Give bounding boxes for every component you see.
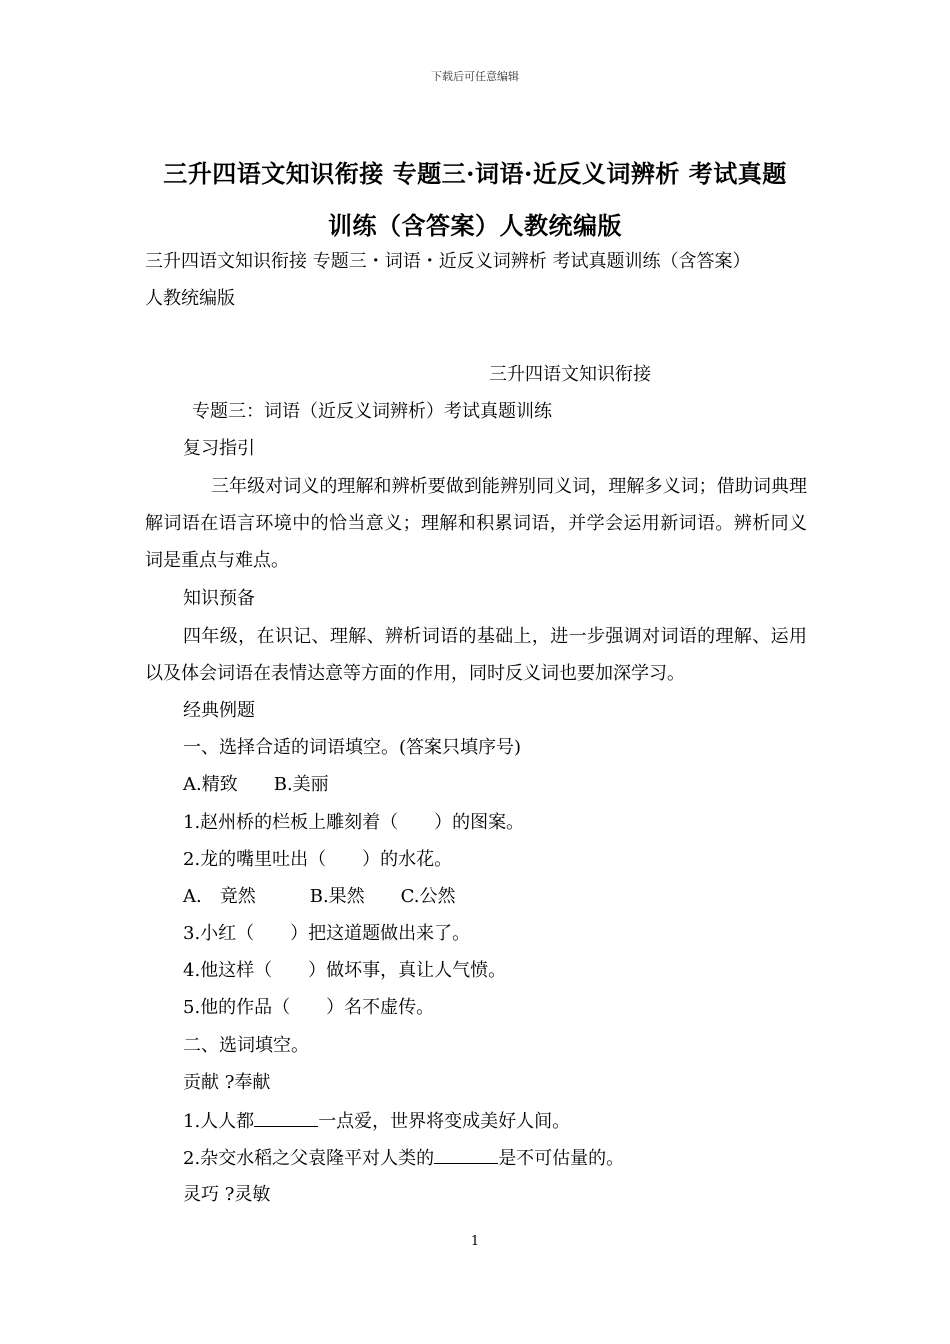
- section-heading: 三升四语文知识衔接: [489, 364, 651, 385]
- knowledge-label: 知识预备: [183, 588, 255, 609]
- question-2-word-pair-1: 贡献 ?奉献: [183, 1072, 271, 1093]
- fill-in-blank: [254, 1108, 318, 1127]
- question-1-item-3: 3.小红（ ）把这道题做出来了。: [183, 923, 471, 944]
- question-1-item-5: 5.他的作品（ ）名不虚传。: [183, 997, 435, 1018]
- question-1-item-1: 1.赵州桥的栏板上雕刻着（ ）的图案。: [183, 812, 525, 833]
- subtitle-line-1: 三升四语文知识衔接 专题三・词语・近反义词辨析 考试真题训练（含答案）: [145, 251, 751, 272]
- knowledge-paragraph: 四年级，在识记、理解、辨析词语的基础上，进一步强调对词语的理解、运用以及体会词语在表情达意等方面的作用，同时反义词也要加深学习。: [145, 626, 807, 684]
- question-1-options-b: A. 竟然 B.果然 C.公然: [183, 886, 456, 907]
- examples-label: 经典例题: [183, 700, 255, 721]
- question-1-item-2: 2.龙的嘴里吐出（ ）的水花。: [183, 849, 453, 870]
- question-2-item-1: [183, 1108, 570, 1134]
- item-1-prefix: 1.人人都: [183, 1111, 255, 1132]
- item-2-suffix: 是不可估量的。: [498, 1148, 625, 1169]
- review-label: 复习指引: [183, 438, 255, 459]
- question-1-item-4: 4.他这样（ ）做坏事，真让人气愤。: [183, 960, 507, 981]
- fill-in-blank: [434, 1145, 498, 1164]
- title-line-1: 三升四语文知识衔接 专题三·词语·近反义词辨析 考试真题: [163, 159, 787, 188]
- title-line-2: 训练（含答案）人教统编版: [328, 211, 622, 240]
- subtitle-line-2: 人教统编版: [145, 288, 235, 309]
- review-paragraph: 三年级对词义的理解和辨析要做到能辨别同义词，理解多义词；借助词典理解词语在语言环境中的恰当意义；理解和积累词语，并学会运用新词语。辨析同义词是重点与难点。: [145, 476, 807, 571]
- document-title: [140, 148, 810, 252]
- item-1-suffix: 一点爱，世界将变成美好人间。: [318, 1111, 571, 1132]
- question-2-word-pair-2: 灵巧 ?灵敏: [183, 1184, 271, 1205]
- question-1-heading: 一、选择合适的词语填空。(答案只填序号): [183, 737, 522, 758]
- question-2-heading: 二、选词填空。: [183, 1035, 309, 1056]
- item-2-prefix: 2.杂交水稻之父袁隆平对人类的: [183, 1148, 435, 1169]
- header-note: 下载后可任意编辑: [431, 70, 519, 83]
- question-1-options-a: A.精致 B.美丽: [183, 774, 329, 795]
- page-number: 1: [470, 1234, 480, 1249]
- question-2-item-2: [183, 1145, 624, 1171]
- topic-heading: 专题三：词语（近反义词辨析）考试真题训练: [192, 401, 552, 422]
